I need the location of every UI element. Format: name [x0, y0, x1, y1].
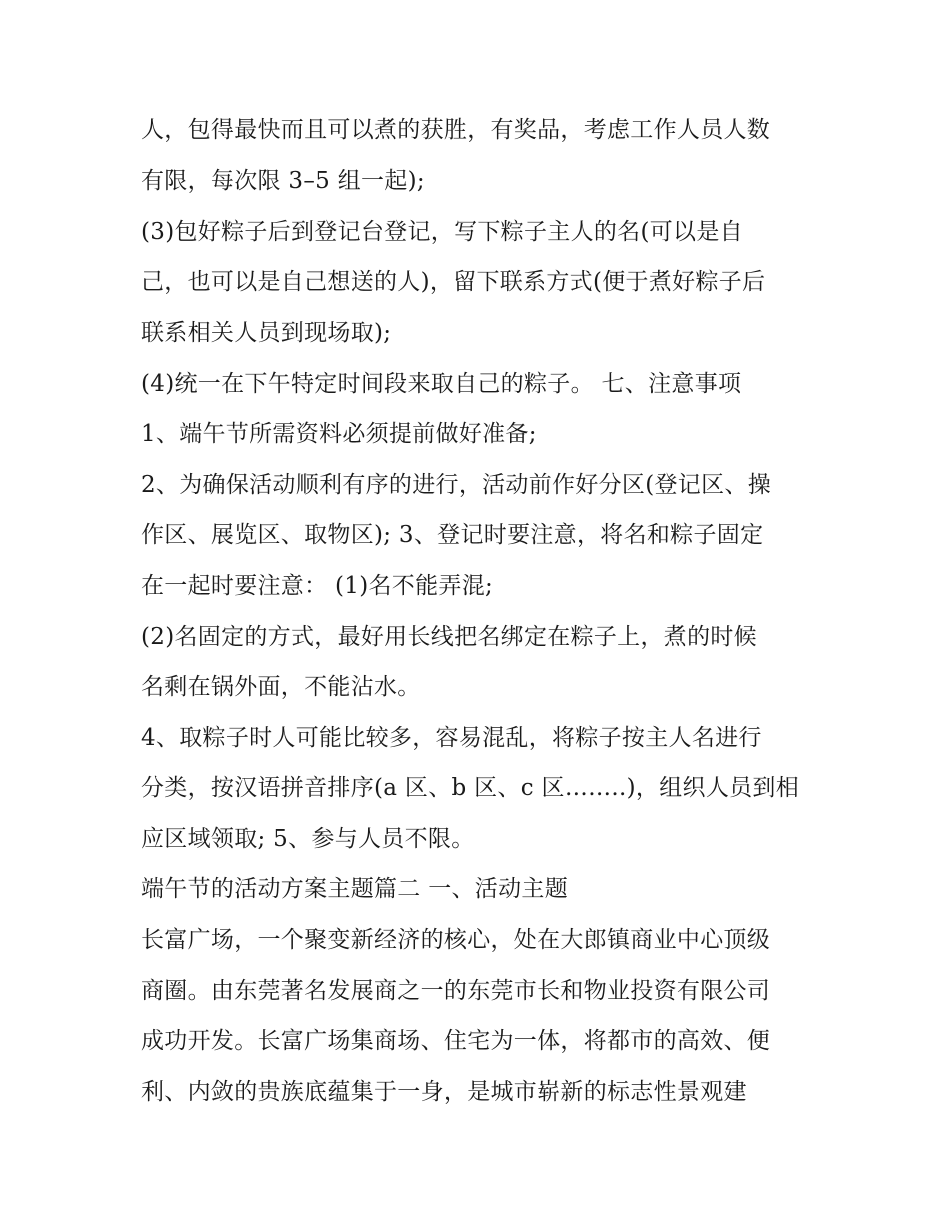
text-line: 在一起时要注意： (1)名不能弄混; — [141, 573, 494, 599]
text-line: 分类，按汉语拼音排序(a 区、b 区、c 区……..)，组织人员到相 — [141, 775, 800, 801]
text-line: 联系相关人员到现场取); — [141, 320, 392, 346]
text-line: 利、内敛的贵族底蕴集于一身，是城市崭新的标志性景观建 — [141, 1079, 747, 1105]
text-line: (2)名固定的方式，最好用长线把名绑定在粽子上，煮的时候 — [141, 624, 757, 650]
text-line: 名剩在锅外面，不能沾水。 — [141, 674, 421, 700]
text-line: 成功开发。长富广场集商场、住宅为一体，将都市的高效、便 — [141, 1028, 771, 1054]
text-line: 4、取粽子时人可能比较多，容易混乱，将粽子按主人名进行 — [141, 725, 762, 751]
text-line: 有限，每次限 3–5 组一起); — [141, 168, 425, 194]
text-line: 2、为确保活动顺利有序的进行，活动前作好分区(登记区、操 — [141, 472, 772, 498]
text-line: 长富广场，一个聚变新经济的核心，处在大郎镇商业中心顶级 — [141, 927, 771, 953]
text-line: 作区、展览区、取物区); 3、登记时要注意，将名和粽子固定 — [141, 522, 764, 548]
text-line: 人，包得最快而且可以煮的获胜，有奖品，考虑工作人员人数 — [141, 117, 771, 143]
text-line: (3)包好粽子后到登记台登记，写下粽子主人的名(可以是自 — [141, 219, 743, 245]
text-line: 端午节的活动方案主题篇二 一、活动主题 — [141, 876, 569, 902]
text-line: (4)统一在下午特定时间段来取自己的粽子。 七、注意事项 — [141, 371, 742, 397]
text-line: 1、端午节所需资料必须提前做好准备; — [141, 421, 537, 447]
text-line: 己，也可以是自己想送的人)，留下联系方式(便于煮好粽子后 — [141, 269, 766, 295]
text-line: 应区域领取; 5、参与人员不限。 — [141, 826, 475, 852]
text-line: 商圈。由东莞著名发展商之一的东莞市长和物业投资有限公司 — [141, 978, 771, 1004]
